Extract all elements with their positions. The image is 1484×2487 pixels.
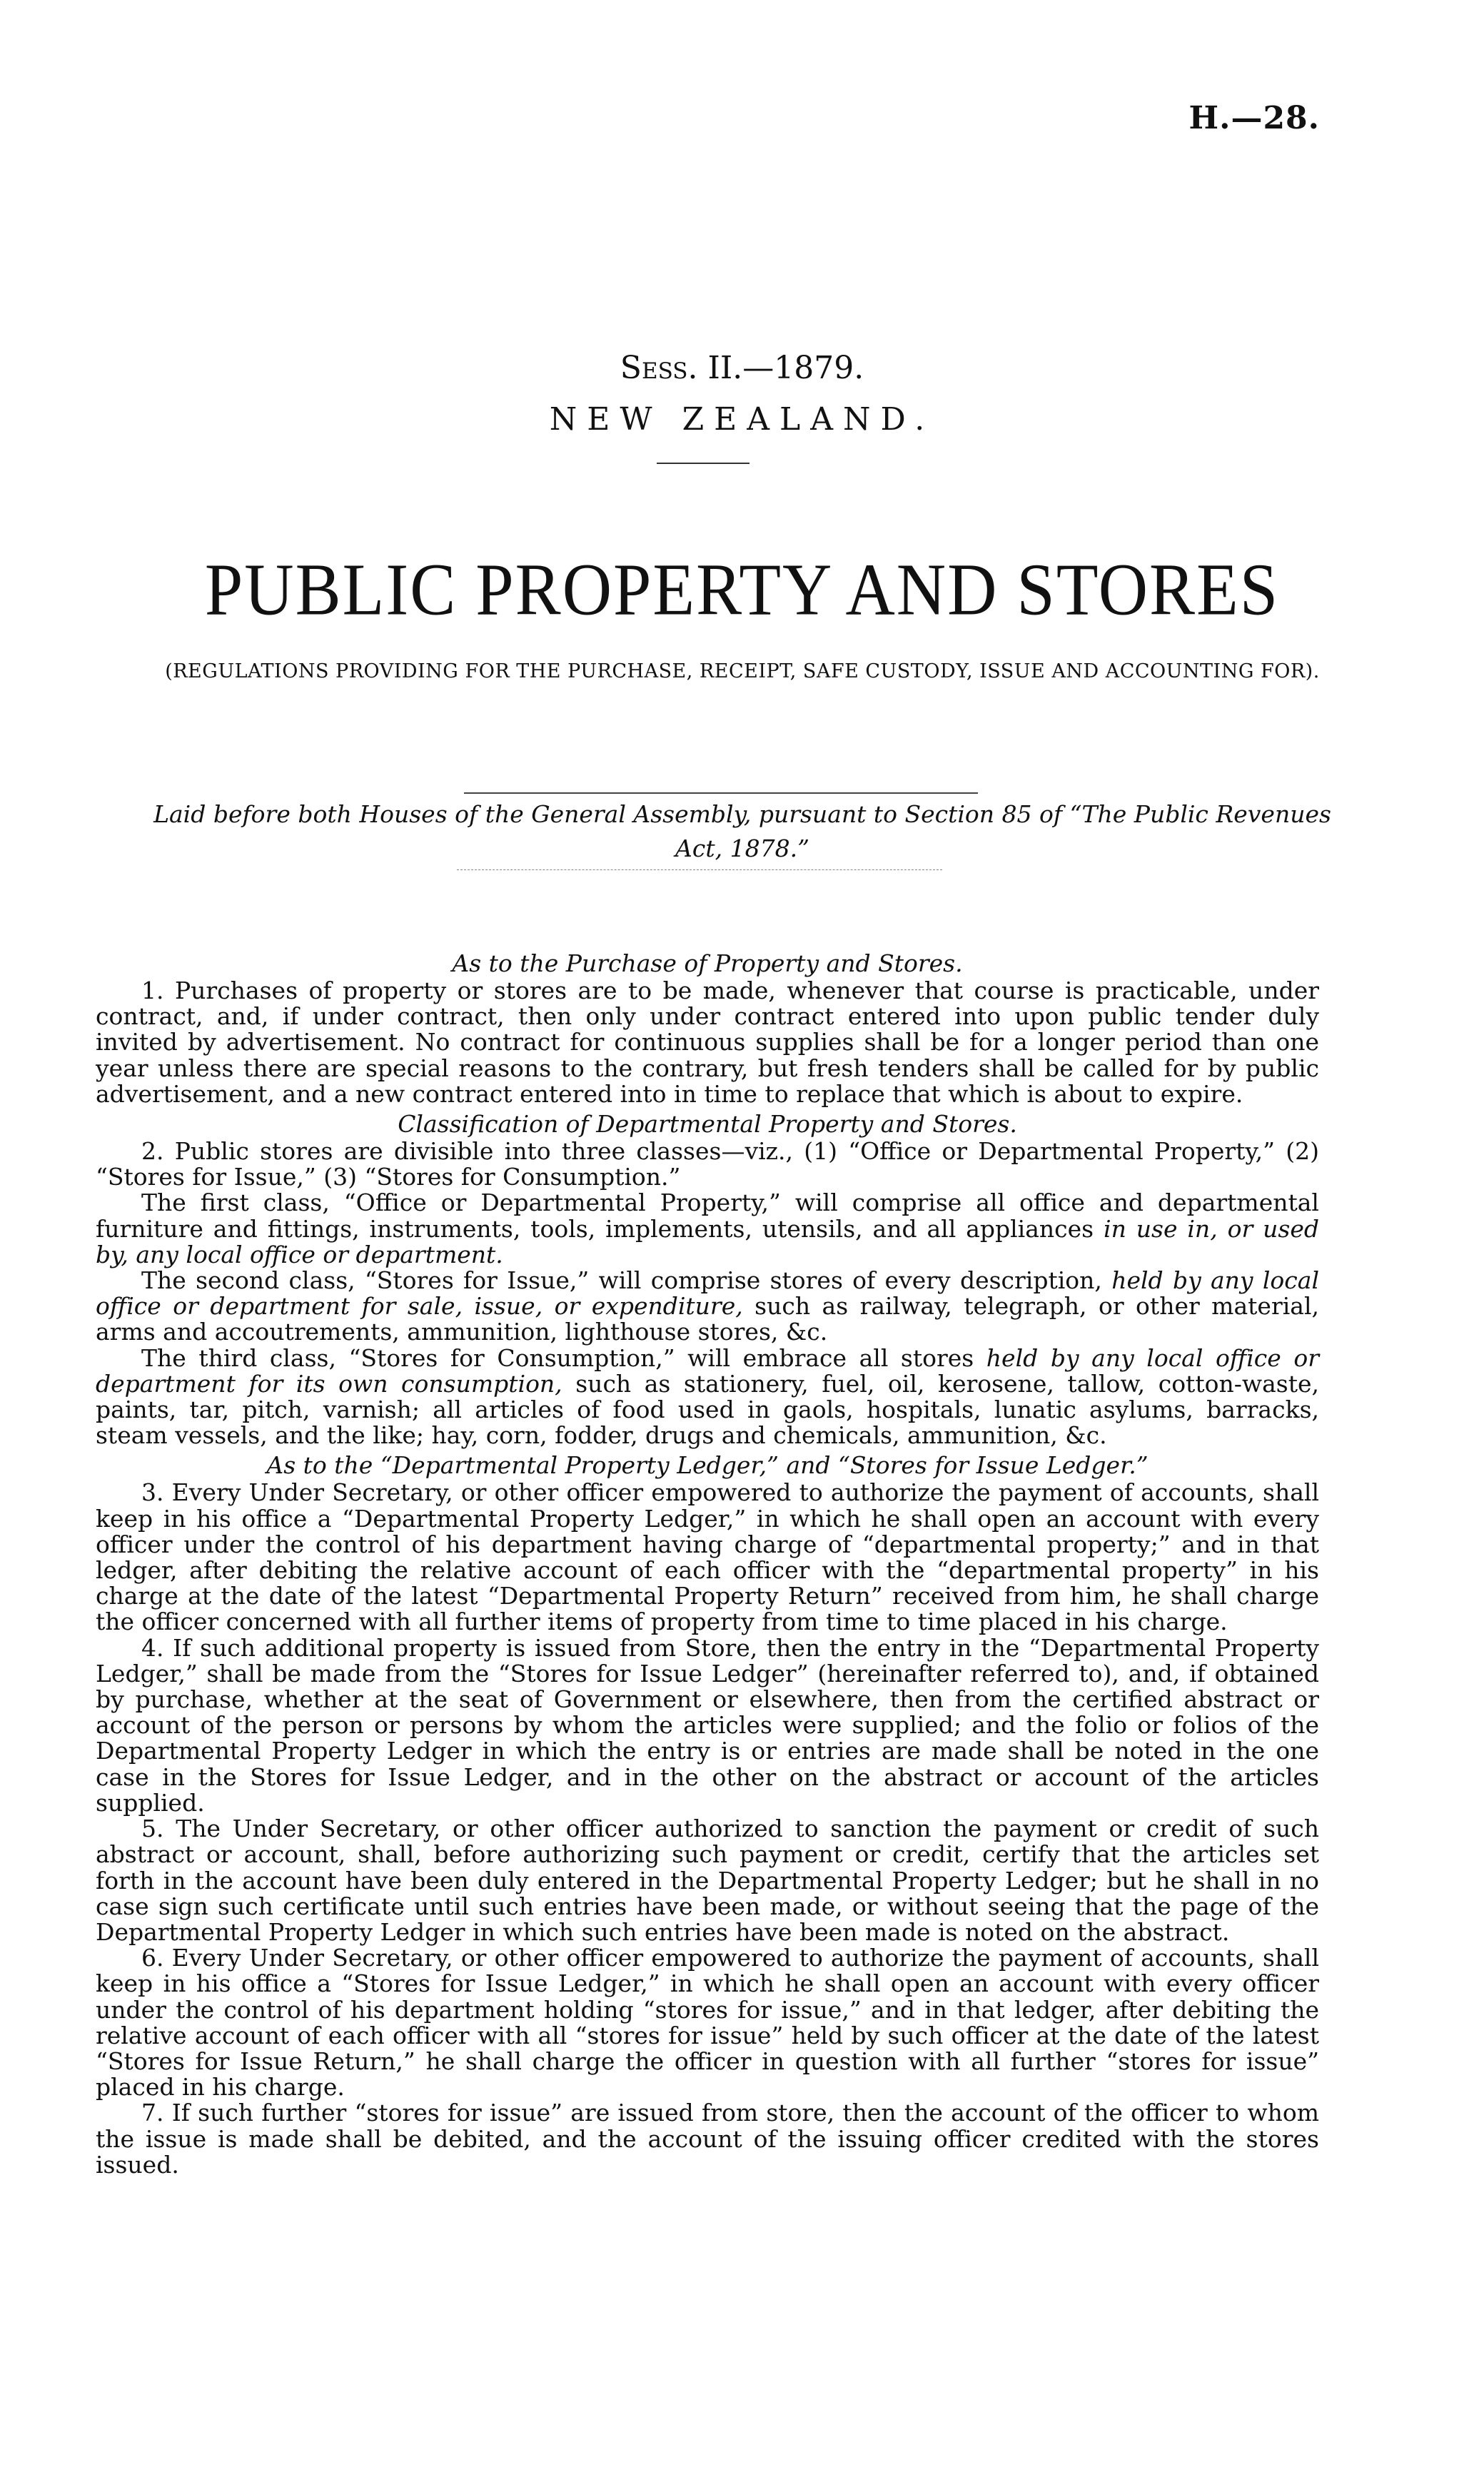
session-line: Sess. II.—1879. <box>620 350 864 386</box>
ornamental-divider <box>657 463 749 466</box>
paragraph-1: 1. Purchases of property or stores are to be made, whenever that course is practicable, under contract, and, if under contract, then only under contract entered into upon public tender duly invited by advertisement. No contract for continuous supplies shall be for a longer period than one year unless there are special reasons to the contrary, but fresh tenders shall be called for by public advertisement, and a new contract entered into in time to replace that which is about to expire. <box>96 977 1319 1108</box>
paragraph-5: 5. The Under Secretary, or other officer authorized to sanction the payment or credit of such abstract or account, shall, before authorizing such payment or credit, certify that the articles set forth in the account have been duly entered in the Departmental Property Ledger; but he shall in no case sign such certificate until such entries have been made, or without seeing that the page of the Departmental Property Ledger in which such entries have been made is noted on the abstract. <box>96 1815 1319 1946</box>
paragraph-3: 3. Every Under Secretary, or other officer empowered to authorize the payment of accounts, shall keep in his office a “Departmental Property Ledger,” in which he shall open an account with every officer under the control of his department having charge of “departmental property;” and in that ledger, after debiting the relative account of each officer with the “departmental property” in his charge at the date of the latest “Departmental Property Return” received from him, he shall charge the officer concerned with all further items of property from time to time placed in his charge. <box>96 1478 1319 1636</box>
section-heading-purchase: As to the Purchase of Property and Stores. <box>452 949 963 977</box>
document-title: PUBLIC PROPERTY AND STORES <box>204 548 1280 631</box>
paragraph-4: 4. If such additional property is issued from Store, then the entry in the “Departmental Property Ledger,” shall be made from the “Stores for Issue Ledger” (hereinafter referred to), and, if obtained by purchase, whether at the seat of Government or elsewhere, then from the certified abstract or account of the person or persons by whom the articles were supplied; and the folio or folios of the Departmental Property Ledger in which the entry is or entries are made shall be noted in the one case in the Stores for Issue Ledger, and in the other on the abstract or account of the articles supplied. <box>96 1633 1319 1817</box>
divider-bottom <box>457 869 942 870</box>
divider-top <box>464 792 978 794</box>
paragraph-2: 2. Public stores are divisible into three classes—viz., (1) “Office or Departmental Property,” (2) “Stores for Issue,” (3) “Stores for Consumption.” <box>96 1137 1319 1191</box>
country-heading: NEW ZEALAND. <box>549 401 935 438</box>
document-body <box>96 949 1319 2178</box>
laid-before-note: Laid before both Houses of the General Assembly, pursuant to Section 85 of “The Public Revenues Act, 1878.” <box>153 800 1331 862</box>
paragraph-2-first-class: The first class, “Office or Departmental Property,” will comprise all office and departmental furniture and fittings, instruments, tools, implements, utensils, and all appliances in use in, or used by, any local office or department. <box>96 1189 1319 1268</box>
section-heading-ledgers: As to the “Departmental Property Ledger,” and “Stores for Issue Ledger.” <box>266 1451 1149 1480</box>
page-reference: H.—28. <box>1188 100 1320 136</box>
paragraph-2-second-class: The second class, “Stores for Issue,” will comprise stores of every description, held by any local office or department for sale, issue, or expenditure, such as railway, telegraph, or other material, arms and accoutrements, ammunition, lighthouse stores, &c. <box>96 1266 1319 1346</box>
paragraph-6: 6. Every Under Secretary, or other officer empowered to authorize the payment of accounts, shall keep in his office a “Stores for Issue Ledger,” in which he shall open an account with every officer under the control of his department holding “stores for issue,” and in that ledger, after debiting the relative account of each officer with all “stores for issue” held by such officer at the date of the latest “Stores for Issue Return,” he shall charge the officer in question with all further “stores for issue” placed in his charge. <box>96 1944 1319 2102</box>
document-subtitle: (REGULATIONS PROVIDING FOR THE PURCHASE, RECEIPT, SAFE CUSTODY, ISSUE AND ACCOUNTING FOR). <box>165 660 1320 682</box>
section-heading-classification: Classification of Departmental Property and Stores. <box>398 1110 1017 1139</box>
paragraph-7: 7. If such further “stores for issue” are issued from store, then the account of the officer to whom the issue is made shall be debited, and the account of the issuing officer credited with the stores issued. <box>96 2099 1319 2179</box>
paragraph-2-third-class: The third class, “Stores for Consumption,” will embrace all stores held by any local office or department for its own consumption, such as stationery, fuel, oil, kerosene, tallow, cotton-waste, paints, tar, pitch, varnish; all articles of food used in gaols, hospitals, lunatic asylums, barracks, steam vessels, and the like; hay, corn, fodder, drugs and chemicals, ammunition, &c. <box>96 1343 1319 1450</box>
